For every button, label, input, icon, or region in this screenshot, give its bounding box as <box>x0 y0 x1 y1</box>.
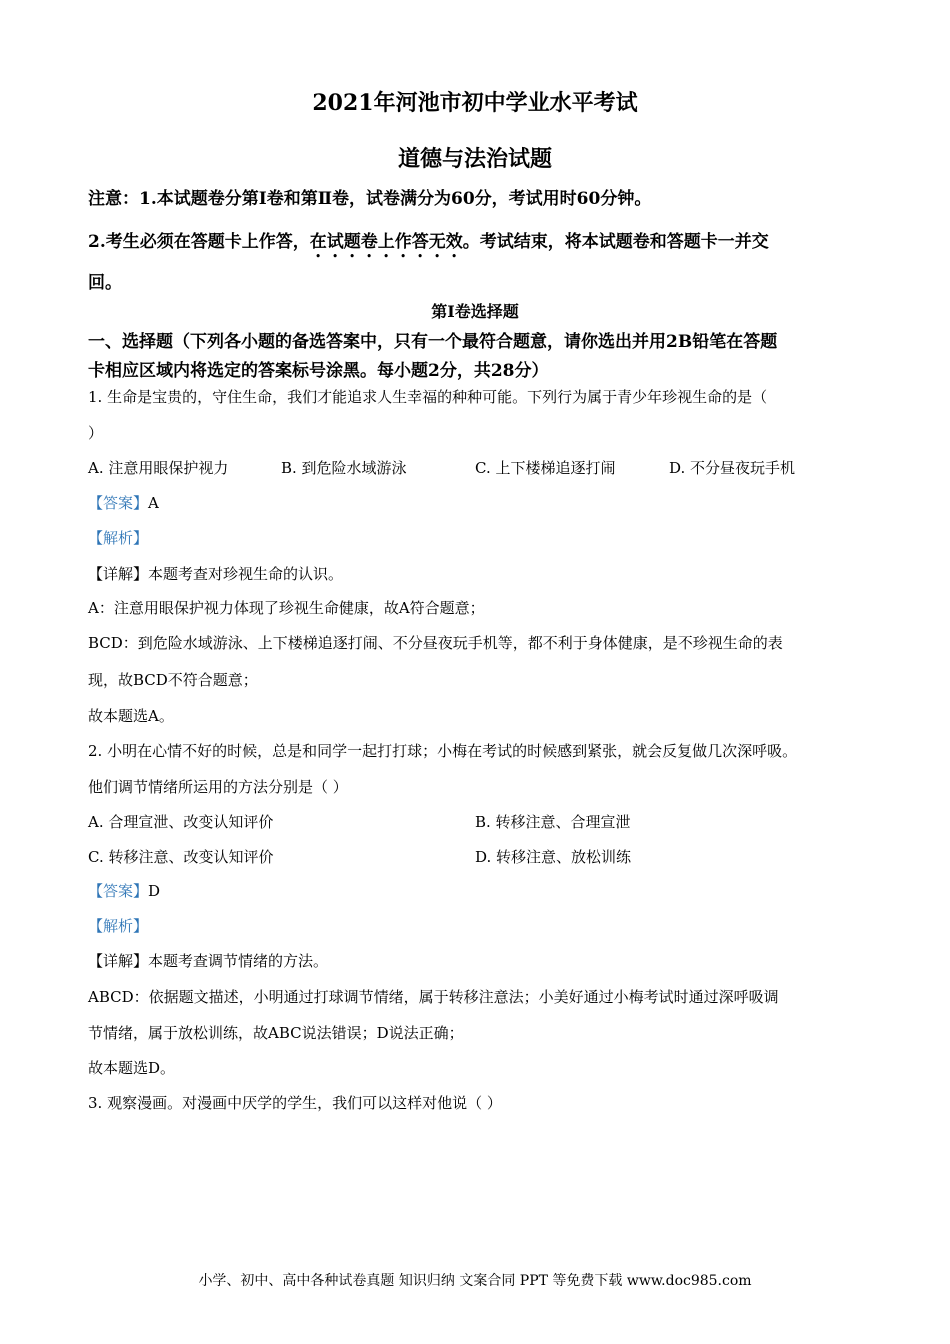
footer-text: 小学、初中、高中各种试卷真题 知识归纳 文案合同 PPT 等免费下载 www.doc985.com <box>198 1273 752 1289</box>
q1-conclusion: 故本题选A。 <box>88 707 174 725</box>
q2-analysis-tag: 【解析】 <box>88 917 149 935</box>
q2-detail-text: 本题考查调节情绪的方法。 <box>148 952 329 970</box>
q1-detail <box>88 563 343 584</box>
q2-option-b: B. 转移注意、合理宣泄 <box>475 813 631 831</box>
q2-explanation-2: 节情绪，属于放松训练，故ABC说法错误；D说法正确； <box>88 1024 464 1042</box>
q1-option-d: D. 不分昼夜玩手机 <box>669 459 796 477</box>
q2-option-a: A. 合理宣泄、改变认知评价 <box>88 813 274 831</box>
q2-option-d: D. 转移注意、放松训练 <box>475 848 632 866</box>
section-instructions-2: 卡相应区域内将选定的答案标号涂黑。每小题2分，共28分） <box>88 361 549 381</box>
q3-stem: 3. 观察漫画。对漫画中厌学的学生，我们可以这样对他说（ ） <box>88 1094 502 1112</box>
note-line-2-emphasis: 在试题卷上作答无效 <box>309 232 463 252</box>
q1-option-a: A. 注意用眼保护视力 <box>88 459 229 477</box>
q1-option-c: C. 上下楼梯追逐打闹 <box>475 459 616 477</box>
q1-explanation-1: A：注意用眼保护视力体现了珍视生命健康，故A符合题意； <box>88 599 485 617</box>
q2-detail <box>88 950 328 971</box>
q1-stem-1: 1. 生命是宝贵的，守住生命，我们才能追求人生幸福的种种可能。下列行为属于青少年珍视生命的是（ <box>88 388 768 406</box>
q2-conclusion: 故本题选D。 <box>88 1059 176 1077</box>
q1-explanation-2: BCD：到危险水域游泳、上下楼梯追逐打闹、不分昼夜玩手机等，都不利于身体健康，是不珍视生命的表 <box>88 634 783 652</box>
q1-detail-tag: 【详解】 <box>88 565 149 583</box>
q2-stem-1: 2. 小明在心情不好的时候，总是和同学一起打打球；小梅在考试的时候感到紧张，就会反复做几次深呼吸。 <box>88 742 798 760</box>
note-line-2-a: 2.考生必须在答题卡上作答， <box>88 232 310 252</box>
q1-answer-value: A <box>148 494 159 512</box>
q2-answer-tag: 【答案】 <box>88 882 149 900</box>
q1-detail-text: 本题考查对珍视生命的认识。 <box>148 565 344 583</box>
section-heading: 第Ⅰ卷选择题 <box>431 302 519 321</box>
note-line-2 <box>88 227 769 262</box>
q2-answer <box>88 880 160 901</box>
q1-stem-2: ） <box>88 424 104 442</box>
q1-explanation-3: 现，故BCD不符合题意； <box>88 671 258 689</box>
q2-stem-2: 他们调节情绪所运用的方法分别是（ ） <box>88 778 348 796</box>
q2-answer-value: D <box>148 882 161 900</box>
q1-option-b: B. 到危险水域游泳 <box>281 459 407 477</box>
q2-explanation-1: ABCD：依据题文描述，小明通过打球调节情绪，属于转移注意法；小美好通过小梅考试时通过深呼吸调 <box>88 988 779 1006</box>
note-line-2-c: 。考试结束，将本试题卷和答题卡一并交 <box>462 232 769 252</box>
q1-answer-tag: 【答案】 <box>88 494 149 512</box>
section-instructions-1: 一、选择题（下列各小题的备选答案中，只有一个最符合题意，请你选出并用2B铅笔在答题 <box>88 332 778 352</box>
q2-detail-tag: 【详解】 <box>88 952 149 970</box>
q1-answer <box>88 492 159 513</box>
note-line-3: 回。 <box>88 273 122 293</box>
q2-option-c: C. 转移注意、改变认知评价 <box>88 848 274 866</box>
q1-analysis-tag: 【解析】 <box>88 529 149 547</box>
note-line-1: 注意：1.本试题卷分第Ⅰ卷和第Ⅱ卷，试卷满分为60分，考试用时60分钟。 <box>88 189 652 209</box>
exam-title: 2021年河池市初中学业水平考试 <box>312 90 638 116</box>
exam-subtitle: 道德与法治试题 <box>397 146 552 172</box>
